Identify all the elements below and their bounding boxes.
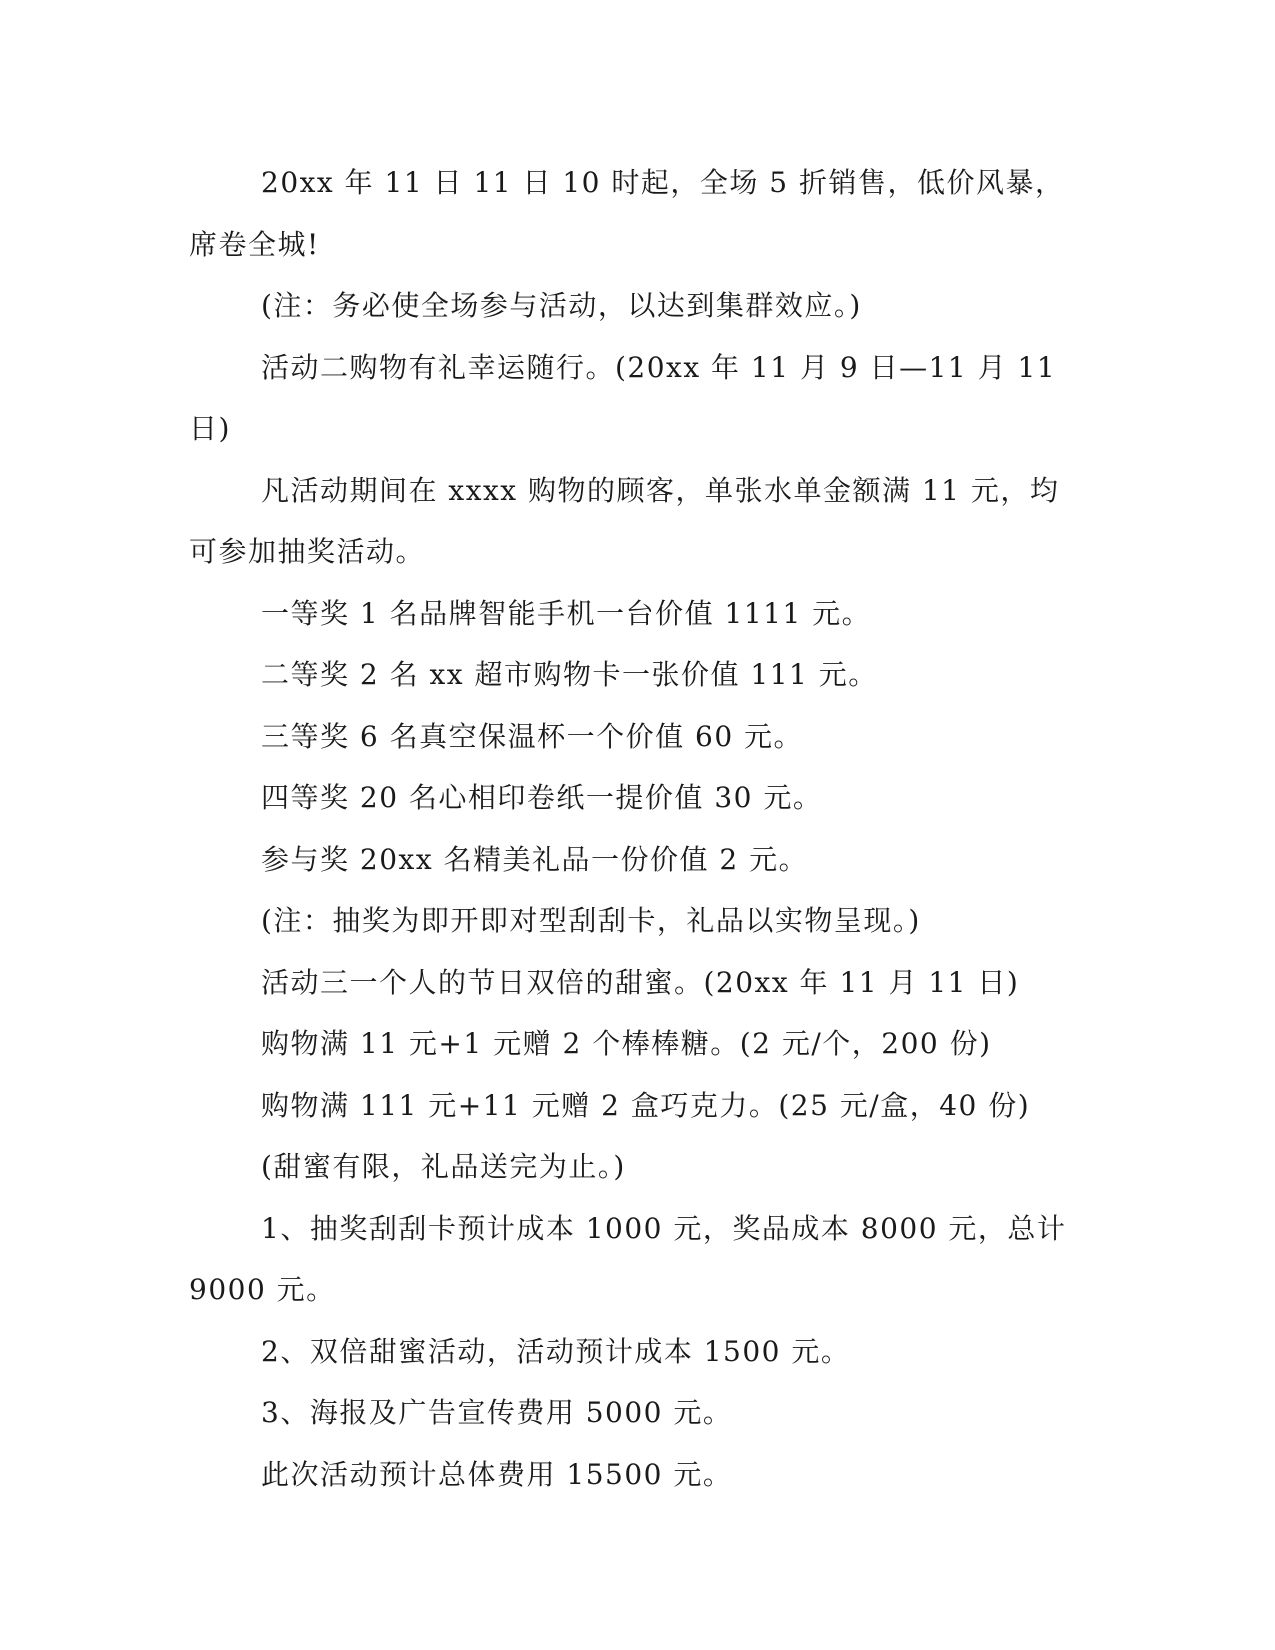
paragraph-lollipop-gift: 购物满 11 元+1 元赠 2 个棒棒糖。(2 元/个，200 份) [261, 1027, 992, 1060]
paragraph-first-prize: 一等奖 1 名品牌智能手机一台价值 1111 元。 [261, 596, 872, 630]
paragraph-chocolate-gift: 购物满 111 元+11 元赠 2 盒巧克力。(25 元/盒，40 份) [261, 1088, 1031, 1122]
paragraph-cost-lottery: 1、抽奖刮刮卡预计成本 1000 元，奖品成本 8000 元，总计 9000 元。 [189, 1211, 1067, 1306]
document-body [189, 152, 1069, 1505]
paragraph-activity-two-title: 活动二购物有礼幸运随行。(20xx 年 11 月 9 日—11 月 11 日) [189, 350, 1057, 445]
paragraph-total-cost: 此次活动预计总体费用 15500 元。 [261, 1457, 733, 1491]
paragraph-activity-three-title: 活动三一个人的节日双倍的甜蜜。(20xx 年 11 月 11 日) [261, 965, 1020, 999]
paragraph-participation-prize: 参与奖 20xx 名精美礼品一份价值 2 元。 [261, 842, 809, 876]
paragraph-cost-advertising: 3、海报及广告宣传费用 5000 元。 [261, 1396, 733, 1429]
paragraph-second-prize: 二等奖 2 名 xx 超市购物卡一张价值 111 元。 [261, 658, 878, 691]
paragraph-sale-start: 20xx 年 11 日 11 日 10 时起，全场 5 折销售，低价风暴，席卷全城! [189, 166, 1065, 261]
paragraph-cost-sweet-activity: 2、双倍甜蜜活动，活动预计成本 1500 元。 [261, 1334, 851, 1368]
paragraph-fourth-prize: 四等奖 20 名心相印卷纸一提价值 30 元。 [261, 781, 823, 814]
paragraph-lottery-eligibility: 凡活动期间在 xxxx 购物的顾客，单张水单金额满 11 元，均可参加抽奖活动。 [189, 473, 1060, 568]
paragraph-note-gift-limit: (甜蜜有限，礼品送完为止。) [261, 1150, 626, 1183]
paragraph-third-prize: 三等奖 6 名真空保温杯一个价值 60 元。 [261, 719, 804, 753]
paragraph-note-scratch-card: (注：抽奖为即开即对型刮刮卡，礼品以实物呈现。) [261, 904, 921, 937]
paragraph-note-participation: (注：务必使全场参与活动，以达到集群效应。) [261, 289, 862, 322]
